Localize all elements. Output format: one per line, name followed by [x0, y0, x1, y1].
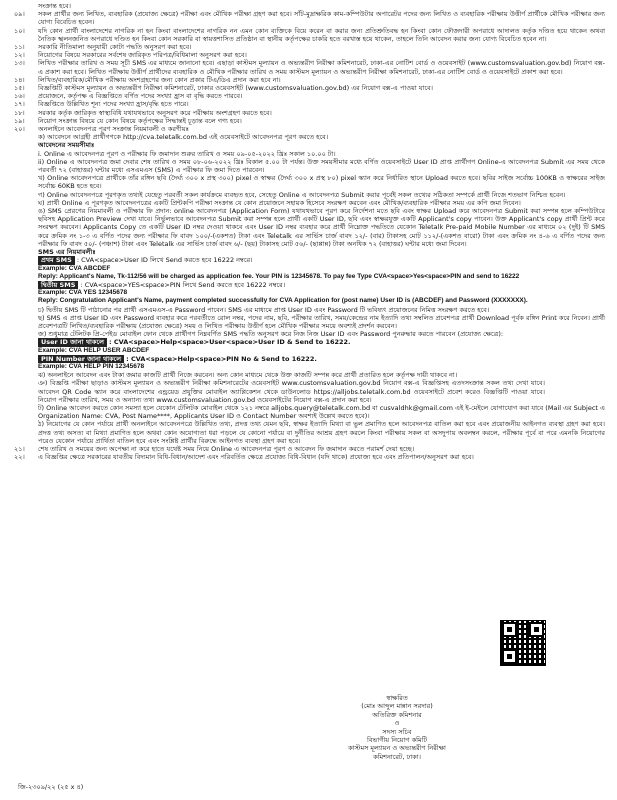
item-text: লিখিত/ব্যবহারিক/মৌখিক পরীক্ষায় অংশগ্রহণের জন্য কোন প্রকার টিএ/ডিএ প্রদান করা হবে না।: [38, 75, 281, 84]
numbered-item: [14, 100, 605, 108]
item-number: ১৬।: [14, 92, 25, 101]
sms2-example: Example: CVA YES 12345678: [38, 289, 128, 297]
sms1-label: প্রথম SMS: [38, 256, 75, 264]
info-rule: গ) Online আবেদনপত্রে পূরণকৃত তথ্যই যেহেতু পরবর্তী সকল কার্যক্রমে ব্যবহৃত হবে, সেহেতু Online এ আবেদনপত্র Submit করার পূর্বেই সকল তথ্যের সঠিকতা সম্পর্কে প্রার্থী নিজে শতভাগ নিশ্চিত হবেন।: [38, 190, 566, 199]
online-intro: ক) আবেদনে আগ্রহী প্রার্থীগণকে http://cva.teletalk.com.bd এই ওয়েবসাইটে আবেদনপত্র পূরণ করতে হবে।: [38, 133, 329, 142]
teletalk-rule: জ) শুধুমাত্র টেলিটক প্রি-পেইড মোবাইল ফোন থেকে প্রার্থীগণ নিম্নবর্ণিত SMS পদ্ধতি অনুসরণ করে নিজ নিজ User ID এবং Password পুনরুদ্ধার করতে পারবেন (প্রযোজ্য ক্ষেত্রে):: [38, 330, 504, 339]
item-text: বিজ্ঞপ্তিটি কাস্টমস মূল্যায়ন ও অভ্যন্তরীণ নিরীক্ষা কমিশনারেট, ঢাকার ওয়েবসাইট (www.customsvaluation.gov.bd) এর নিয়োগ বক্স-এ পাওয়া যাবে।: [38, 84, 433, 93]
sms1-line: [14, 256, 605, 264]
recover1-line: [14, 338, 605, 346]
item-text: বিজ্ঞপ্তিতে উল্লিখিত শূন্য পদের সংখ্যা হ্রাস/বৃদ্ধি হতে পারে।: [38, 100, 189, 109]
recover2-text: : CVA<space>Help<space>PIN No & Send to 16222.: [126, 354, 317, 363]
sms-rules-title: SMS এর নিয়মাবলীঃ: [38, 248, 96, 257]
copy-rule: ঘ) প্রার্থী Online এ পূরণকৃত আবেদনপত্রের একটি প্রিন্টকপি পরীক্ষা সংক্রান্ত যে কোন প্রয়োজনে সহায়ক হিসেবে সংরক্ষণ করবেন এবং মৌখিক/ব্যবহারিক পরীক্ষার সময় এর কপি জমা দিবেন।: [38, 198, 521, 207]
schedule-end: ii) Online এ আবেদনপত্র জমা দেবার শেষ তারিখ ও সময় ০৮-০৬-২০২২ খ্রিঃ বিকাল ৫.০০ টা পর্যন্ত। উক্ত সময়সীমার মধ্যে বর্ণিত ওয়েবসাইটে User ID প্রাপ্ত প্রার্থীগণ Online-এ আবেদনপত্র Submit এর সময় থেকে পরবর্তী ৭২ (বাহাত্তর) ঘন্টার মধ্যে এসএমএস (SMS) এ পরীক্ষার ফি জমা দিতে পারবেন।: [38, 157, 605, 175]
schedule-label: আবেদনের সময়সীমাঃ: [38, 141, 95, 150]
recover1-example: Example: CVA HELP USER ABCDEF: [38, 346, 150, 354]
recover1-label: User ID জানা থাকলে: [38, 338, 107, 346]
false-info-rule: ঠ) নিয়োগের যে কোন পর্যায়ে প্রার্থী অনলাইনে আবেদনপত্রে উল্লিখিত তথ্য, প্রদত্ত তথ্য যেমন ছবি, স্বাক্ষর ইত্যাদি মিথ্যা বা ভুল প্রমাণিত হলে আবেদনপত্র বাতিল করা হবে এবং প্রয়োজনীয় আইনগত ব্যবস্থা গ্রহণ করা হবে। প্রদত্ত তথ্য অসত্য বা মিথ্যা প্রমাণিত হলে অথবা কোন অযোগ্যতা ধরা পড়লে যে কোনো পর্যায়ে বা দুর্নীতির আশ্রয় গ্রহণ করলে কিংবা পরীক্ষায় সকল বা অসদুপায় অবলম্বন করলে, পরীক্ষার পূর্বে বা পরে এমনকি নিয়োগের পরেও যেকোন পর্যায়ে প্রার্থিতা বাতিল হবে এবং সংশ্লিষ্ট প্রার্থীর বিরুদ্ধে আইনগত ব্যবস্থা গ্রহণ করা হবে।: [38, 420, 605, 445]
item-text: নিয়োগের বিষয়ে সরকারের সর্বশেষ জারিকৃত পরিপত্র/বিধিমালা অনুসরণ করা হবে।: [38, 51, 247, 60]
schedule-start: i. Online এ আবেদনপত্র পূরণ ও পরীক্ষার ফি জমাদান শুরুর তারিখ ও সময় ০৯-০৫-২০২২ খ্রিঃ সকাল ১০.০০ টা।: [38, 149, 336, 158]
item-number: ১৩।: [14, 59, 25, 68]
help-rule: ট) Online আবেদন করতে কোন সমস্যা হলে যেকোন টেলিটক মোবাইল থেকে ১২১ নম্বরে alljobs.query@teletalk.com.bd বা cusvaldhk@gmail.com এই ই-মেইলে যোগাযোগ করা যাবে (Mail এর Subject এ Organization Name: CVA, Post Name****, Applicants User ID ও Contact Number অবশ্যই উল্লেখ করতে হবে)।: [38, 403, 605, 421]
item-text: যদি কোন প্রার্থী বাংলাদেশের নাগরিক না হন কিংবা বাংলাদেশের নাগরিক নন এমন কোন ব্যক্তিকে বিয়ে করেন বা করার জন্য প্রতিশ্রুতিবদ্ধ হন কিংবা কোন ফৌজদারী অপরাধে আদালত কর্তৃক দণ্ডিত হয়ে থাকেন অথবা নৈতিক স্খলনজনিত অপরাধে দণ্ডিত হন কিংবা কোন সরকারি বা স্বায়ত্তশাসিত প্রতিষ্ঠান বা স্থানীয় কর্তৃপক্ষের চাকরি হতে বরখাস্ত হয়ে থাকেন, তাহলে তিনি আবেদন করার জন্য যোগ্য বিবেচিত হবেন না।: [38, 26, 605, 43]
footer-code: জি-২৩০৯/২২ (২৫ x ৪): [18, 783, 84, 791]
numbered-item: [14, 117, 605, 125]
sms1-example: Example: CVA ABCDEF: [38, 264, 111, 272]
item-21: ২১। শেষ তারিখ ও সময়ের জন্য অপেক্ষা না করে হাতে যথেষ্ট সময় নিয়ে Online এ আবেদনপত্র পূরণ ও আবেদন ফি জমাদান করতে পরামর্শ দেয়া হচ্ছে।: [14, 444, 415, 453]
signature-block: [307, 694, 487, 761]
item-number: ১১।: [14, 43, 25, 52]
qr-code[interactable]: [500, 620, 546, 666]
fee-rule: ঝ) অনলাইনে আবেদন এবং টাকা জমার কাজটি প্রার্থী নিজে করবেন। অন্য কোন মাধ্যমে থেকে উক্ত কাজটি সম্পন্ন করে প্রার্থী প্রতারিত হলে কর্তৃপক্ষ দায়ী থাকবে না।: [38, 371, 458, 380]
signer-title: অতিরিক্ত কমিশনার: [372, 710, 422, 719]
item-text: সরকারি নীতিমালা অনুযায়ী কোটা পদ্ধতি অনুসরণ করা হবে।: [38, 43, 192, 52]
numbered-items: [14, 10, 605, 133]
recover1-text: : CVA<space>Help<space>User<space>User ID & Send to 16222.: [109, 338, 351, 347]
signer-role: সদস্য সচিব: [382, 727, 412, 736]
numbered-item: [14, 43, 605, 51]
item-number: ১৭।: [14, 100, 25, 109]
item-text: সকল প্রার্থীর জন্য লিখিত, ব্যবহারিক (প্রযোজ্য ক্ষেত্রে) পরীক্ষা এবং মৌখিক পরীক্ষা গ্রহণ করা হবে। সাঁট-মুদ্রাক্ষরিক কাম-কম্পিউটার অপারেটর পদের জন্য লিখিত ও ব্যবহারিক পরীক্ষায় উত্তীর্ণ প্রার্থীকে মৌখিক পরীক্ষার জন্য যোগ্য বিবেচিত হবেন।: [38, 10, 605, 27]
item-text: অনলাইনে আবেদনপত্র পূরণ সংক্রান্ত নিয়মাবলী ও করণীয়ঃ: [38, 125, 189, 134]
numbered-item: [14, 59, 605, 75]
signer-office: কাস্টমস মূল্যায়ন ও অভ্যন্তরীণ নিরীক্ষা: [348, 744, 446, 753]
numbered-item: [14, 109, 605, 117]
sms1-text: : CVA<space>User ID লিখে Send করতে হবে 16222 নম্বরে।: [76, 256, 253, 265]
item-text: নিয়োগ সংক্রান্ত বিষয়ে যে কোন বিষয়ে কর্তৃপক্ষের সিদ্ধান্তই চূড়ান্ত বলে গণ্য হবে।: [38, 116, 242, 125]
result-rule: ঞ) বিজ্ঞপ্তি পরীক্ষা ছাড়াও কাস্টমস মূল্যায়ন ও অভ্যন্তরীণ নিরীক্ষা কমিশনারেটের ওয়েবসাইট www.customsvaluation.gov.bd নিয়োগ বক্স-এ বিজ্ঞপ্তিসহ এতদসংক্রান্ত সকল তথ্য দেখা যাবে। আবেদন QR Code স্ক্যান করে বাংলাদেশের এন্ড্রয়েড প্রযুক্তির মোবাইল অ্যাপ্লিকেশন থেকে ডাউনলোড https://alljobs.teletalk.com.bd ওয়েবসাইটে প্রবেশ করেও বিজ্ঞপ্তিটি পাওয়া যাবে। নিয়োগ পরীক্ষার তারিখ, সময় ও অন্যান্য তথ্য www.customsvaluation.gov.bd ওয়েবসাইটের নিয়োগ বক্স-এ প্রদান করা হবে।: [38, 379, 545, 404]
item-number: ১৫।: [14, 84, 25, 93]
item-number: ১৯।: [14, 116, 25, 125]
numbered-item: [14, 27, 605, 43]
sms2-reply: Reply: Congratulation Applicant's Name, payment completed successfully for CVA Application for (post name) User ID is (ABCDEF) and Password (XXXXXXX).: [38, 297, 528, 305]
item-number: ০৯।: [14, 10, 25, 19]
sms2-line: [14, 281, 605, 289]
signer-and: ও: [394, 719, 400, 728]
recover2-line: [14, 355, 605, 363]
password-rule: চ) দ্বিতীয় SMS টি পাঠানোর পর প্রার্থী এসএমএস-এ Password পাবেন। SMS এর মাধ্যমে প্রাপ্ত User ID এবং Password টি ভবিষ্যৎ প্রয়োজনের নিমিত্ত সংরক্ষণ করতে হবে।: [38, 305, 490, 314]
item-text: লিখিত পরীক্ষার তারিখ ও সময় সূচী SMS এর মাধ্যমে জানানো হবে। এছাড়া কাস্টমস মূল্যায়ন ও অভ্যন্তরীণ নিরীক্ষা কমিশনারেট, ঢাকা-এর নোটিশ বোর্ড ও ওয়েবসাইট (www.customsvaluation.gov.bd) নিয়োগ বক্স-এ প্রকাশ করা হবে। লিখিত পরীক্ষায় উত্তীর্ণ প্রার্থীদের ব্যবহারিক ও মৌখিক পরীক্ষার তারিখ ও সময় কাস্টমস মূল্যায়ন ও অভ্যন্তরীণ নিরীক্ষা কমিশনারেট, ঢাকা-এর নোটিশ বোর্ড ও ওয়েবসাইটে প্রকাশ করা হবে।: [38, 59, 605, 76]
numbered-item: [14, 84, 605, 92]
item-number: ১২।: [14, 51, 25, 60]
item-text: প্রয়োজনে, কর্তৃপক্ষ এ বিজ্ঞপ্তিতে বর্ণিত পদের সংখ্যা হ্রাস বা বৃদ্ধি করতে পারবে।: [38, 92, 243, 101]
signer-committee: বিভাগীয় নিয়োগ কমিটি: [366, 736, 428, 745]
sms1-reply: Reply: Applicant's Name, Tk-112/56 will be charged as application fee. Your PIN is 12345678. To pay fee Type CVA<space>Yes<space>PIN and send to 16222: [38, 272, 520, 280]
recover2-example: Example: CVA HELP PIN 12345678: [38, 362, 145, 370]
numbered-item: [14, 76, 605, 84]
recover2-label: PIN Number জানা থাকলে: [38, 355, 124, 363]
sms2-label: দ্বিতীয় SMS: [38, 281, 78, 289]
item-text: সরকার কর্তৃক জারিকৃত স্বাস্থ্যবিধি যথাযথভাবে অনুসরণ করে পরীক্ষায় অংশগ্রহণ করতে হবে।: [38, 108, 272, 117]
item-number: ১৮।: [14, 108, 25, 117]
admit-rule: ছ) SMS এ প্রাপ্ত User ID এবং Password ব্যবহার করে পরবর্তীতে রোল নম্বর, পদের নাম, ছবি, পরীক্ষার তারিখ, সময়/কেন্দ্রের নাম ইত্যাদি তথ্য সম্বলিত প্রবেশপত্র প্রার্থী Download পূর্বক রঙ্গিন Print করে নিবেন। প্রার্থী প্রবেশপত্রটি লিখিত/ব্যবহারিক পরীক্ষায় (প্রযোজ্য ক্ষেত্রে) সময় ও লিখিত পরীক্ষায় উত্তীর্ণ হলে মৌখিক পরীক্ষার সময়ে অবশ্যই প্রদর্শন করবেন।: [38, 313, 605, 330]
photo-rule: খ) Online আবেদনপত্রে প্রার্থীকে তাঁর রঙ্গিন ছবি (দৈর্ঘ্য ৩০০ x প্রস্থ ৩০০) pixel ও স্বাক্ষর (দৈর্ঘ্য ৩০০ x প্রস্থ ৮০) pixel স্ক্যান করে নির্ধারিত স্থানে Upload করতে হবে। ছবির সাইজ সর্বোচ্চ 100KB ও স্বাক্ষরের সাইজ সর্বোচ্চ 60KB হতে হবে।: [38, 174, 605, 191]
item-number: ১৪।: [14, 75, 25, 84]
signer-location: কমিশনারেট, ঢাকা।: [373, 752, 421, 761]
item-22: ২২। এ বিজ্ঞপ্তির ক্ষেত্রে সরকারের যাবতীয় বিদ্যমান বিধি-বিধান/আদেশ এবং পরিবর্তিত ক্ষেত্রে প্রযোজ্য বিধি-বিধান (যদি থাকে) প্রযোজ্য হবে এবং প্রতিপালন/অনুসরণ করা হবে।: [14, 453, 474, 462]
top-fragment: সংক্রান্ত হবে।: [38, 2, 71, 10]
item-number: ১০।: [14, 26, 25, 35]
sms2-text: : CVA<space>YES<space>PIN লিখে Send করতে হবে 16222 নম্বরে।: [80, 280, 286, 289]
item-number: ২০।: [14, 125, 25, 134]
signed-label: স্বাক্ষরিত: [386, 694, 408, 702]
numbered-item: [14, 10, 605, 26]
sms-rule: ঙ) SMS প্রেরণের নিয়মাবলী ও পরীক্ষার ফি প্রদান: online আবেদনপত্র (Application Form) যথাযথভাবে পূরণ করে নির্দেশনা মতে ছবি এবং স্বাক্ষর Upload করে আবেদনপত্র Submit করা সম্পন্ন হলে কম্পিউটারে ছবিসহ Application Preview দেখা যাবে। নির্ভুলভাবে আবেদনপত্র Submit করা সম্পন্ন হলে প্রার্থী একটি User ID, ছবি এবং স্বাক্ষরযুক্ত একটি Applicant's copy পাবেন। উক্ত Applicant's copy প্রার্থী প্রিন্ট করে সংরক্ষণ করবেন। Applicants Copy তে একটি User ID নম্বর দেওয়া থাকবে এবং User ID নম্বর ব্যবহার করে প্রার্থী নিম্নোক্ত পদ্ধতিতে যেকোন Teletalk Pre-paid Mobile Number এর মাধ্যমে ০২ (দুই) টি SMS করে ক্রমিক নং ১-৩ এ বর্ণিত পদের জন্য পরীক্ষার ফি বাবদ ১০০/-(একশত) টাকা এবং Teletalk এর সার্ভিস চার্জ বাবদ ১২/- (বার) টাকাসহ মোট ১১২/-(একশত বারো) টাকা এবং ক্রমিক নং ৪-৬ এ বর্ণিত পদের জন্য পরীক্ষার ফি বাবদ ৫০/- (পঞ্চাশ) টাকা এবং Teletalk এর সার্ভিস চার্জ বাবদ ৬/- (ছয়) টাকাসহ মোট ৫৬/- (ছাপ্পান্ন) টাকা অনধিক ৭২ (বাহাত্তর) ঘন্টার মধ্যে জমা দিবেন।: [38, 207, 605, 248]
signer-name: (মোঃ আব্দুল মান্নান সরদার): [361, 702, 433, 711]
